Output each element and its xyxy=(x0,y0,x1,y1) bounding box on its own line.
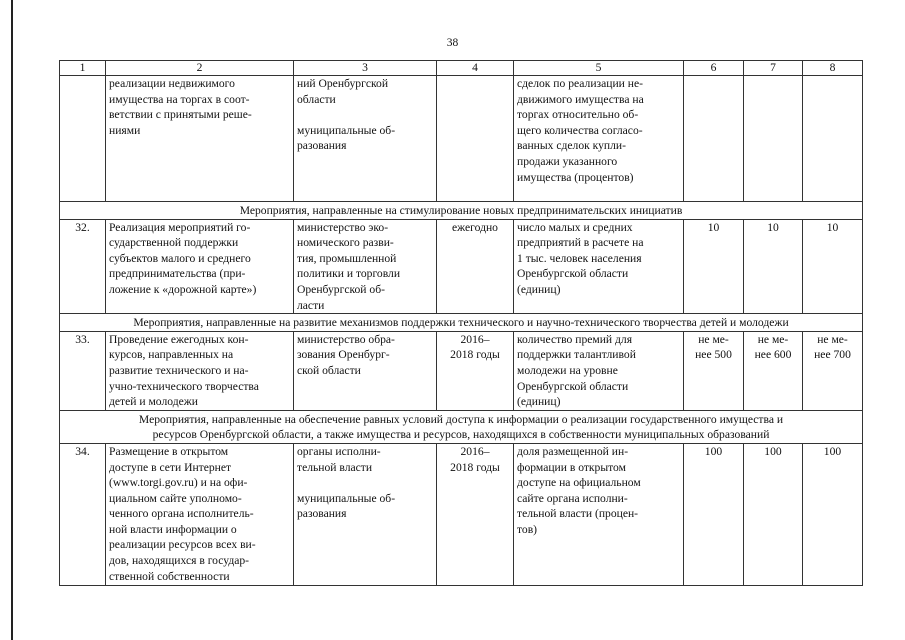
measure-cell: Проведение ежегодных кон- курсов, направленных на развитие технического и на- учно-технического творчества детей и молодежи xyxy=(106,331,294,410)
header-cell-2: 2 xyxy=(106,61,294,76)
section-heading-youth-creativity: Мероприятия, направленные на развитие механизмов поддержки технического и научно-технического творчества детей и молодежи xyxy=(60,314,863,332)
value-2018-cell: не ме- нее 700 xyxy=(803,331,863,410)
value-2018-cell: 100 xyxy=(803,443,863,585)
term-cell: 2016– 2018 годы xyxy=(437,443,514,585)
row-number: 33. xyxy=(60,331,106,410)
value-2017-cell: 100 xyxy=(744,443,803,585)
row-number: 34. xyxy=(60,443,106,585)
header-cell-8: 8 xyxy=(803,61,863,76)
executor-cell: министерство обра- зования Оренбург- ской области xyxy=(294,331,437,410)
number-cell xyxy=(60,76,106,202)
value-2018-cell xyxy=(803,76,863,202)
table-row-33 xyxy=(60,331,863,410)
section-heading-row xyxy=(60,202,863,220)
term-cell xyxy=(437,76,514,202)
indicator-cell: сделок по реализации не- движимого имущества на торгах относительно об- щего количества согласо- ванных сделок купли- продажи указанного имущества (процентов) xyxy=(514,76,684,202)
value-2016-cell xyxy=(684,76,744,202)
table-row-34 xyxy=(60,443,863,585)
indicator-cell: число малых и средних предприятий в расчете на 1 тыс. человек населения Оренбургской области (единиц) xyxy=(514,219,684,314)
value-2017-cell xyxy=(744,76,803,202)
measures-table xyxy=(59,60,863,586)
header-cell-4: 4 xyxy=(437,61,514,76)
term-cell: 2016– 2018 годы xyxy=(437,331,514,410)
value-2017-cell: 10 xyxy=(744,219,803,314)
value-2017-cell: не ме- нее 600 xyxy=(744,331,803,410)
section-heading-entrepreneurship: Мероприятия, направленные на стимулирование новых предпринимательских инициатив xyxy=(60,202,863,220)
header-cell-5: 5 xyxy=(514,61,684,76)
table-row-32 xyxy=(60,219,863,314)
executor-cell: ний Оренбургской области муниципальные об- разования xyxy=(294,76,437,202)
indicator-cell: доля размещенной ин- формации в открытом доступе на официальном сайте органа исполни- тельной власти (процен- тов) xyxy=(514,443,684,585)
section-heading-row xyxy=(60,314,863,332)
table-row-continued xyxy=(60,76,863,202)
value-2016-cell: не ме- нее 500 xyxy=(684,331,744,410)
term-cell: ежегодно xyxy=(437,219,514,314)
executor-cell: органы исполни- тельной власти муниципальные об- разования xyxy=(294,443,437,585)
section-heading-row xyxy=(60,410,863,443)
value-2016-cell: 100 xyxy=(684,443,744,585)
section-heading-information-access: Мероприятия, направленные на обеспечение равных условий доступа к информации о реализации государственного имущества и ресурсов Оренбургской области, а также имущества и ресурсов, находящихся в собственности муниципальных образований xyxy=(60,410,863,443)
page-left-border-line xyxy=(11,0,13,640)
measure-cell: Размещение в открытом доступе в сети Интернет (www.torgi.gov.ru) и на офи- циальном сайте уполномо- ченного органа исполнитель- ной власти информации о реализации ресурсов всех ви- дов, находящихся в государ- ственной собственности xyxy=(106,443,294,585)
measure-cell: реализации недвижимого имущества на торгах в соот- ветствии с принятыми реше- ниями xyxy=(106,76,294,202)
measure-cell: Реализация мероприятий го- сударственной поддержки субъектов малого и среднего предпринимательства (при- ложение к «дорожной карте») xyxy=(106,219,294,314)
header-cell-7: 7 xyxy=(744,61,803,76)
header-cell-6: 6 xyxy=(684,61,744,76)
indicator-cell: количество премий для поддержки талантливой молодежи на уровне Оренбургской области (единиц) xyxy=(514,331,684,410)
header-cell-3: 3 xyxy=(294,61,437,76)
page-number: 38 xyxy=(446,37,459,49)
row-number: 32. xyxy=(60,219,106,314)
header-row xyxy=(60,61,863,76)
value-2016-cell: 10 xyxy=(684,219,744,314)
value-2018-cell: 10 xyxy=(803,219,863,314)
executor-cell: министерство эко- номического разви- тия, промышленной политики и торговли Оренбургской об- ласти xyxy=(294,219,437,314)
header-cell-1: 1 xyxy=(60,61,106,76)
